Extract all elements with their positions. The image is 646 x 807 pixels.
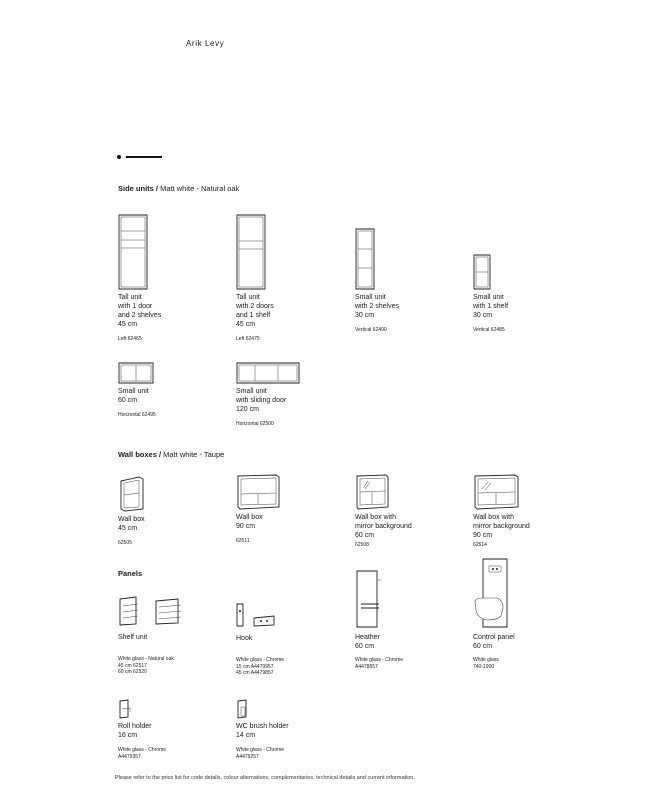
product-code: Vertical 62485 [473, 327, 505, 333]
panels-title: Panels [118, 569, 143, 578]
side-units-title: Side units / [118, 184, 159, 193]
product-code: 62505 [118, 540, 132, 546]
hook-drawing [236, 603, 278, 627]
small-unit-60-drawing [118, 362, 154, 384]
product-code: Horizontal 62500 [236, 421, 274, 427]
product-small-unit-1-shelf [473, 254, 583, 334]
product-roll-holder [118, 699, 228, 760]
wall-box-mirror-60-drawing [355, 474, 389, 510]
footer-note: Please refer to the price list for code details, colour alternatives, complementaries, technical details and current information. [115, 775, 415, 781]
product-code: Left 62465 [118, 336, 142, 342]
product-wall-box-90 [236, 474, 346, 545]
wall-box-45-drawing [118, 476, 144, 512]
product-control-panel [473, 558, 583, 670]
product-code: White glass - Natural oak 45 cm 62517 60 cm 62520 [118, 656, 174, 675]
product-name: Control panel 60 cm [473, 634, 515, 650]
small-unit-2-shelves-drawing [355, 228, 375, 290]
product-shelf-unit [118, 596, 228, 676]
section-bullet-dot [117, 155, 121, 159]
panels-heading [118, 569, 142, 578]
product-code: 62508 [355, 542, 369, 548]
product-name: Wall box with mirror background 90 cm [473, 514, 530, 539]
product-tall-unit-1-door [118, 214, 228, 343]
section-bullet-line [126, 156, 162, 158]
product-name: Small unit 60 cm [118, 388, 149, 404]
product-name: Wall box 45 cm [118, 516, 145, 532]
shelf-unit-drawing [118, 596, 184, 626]
product-name: Roll holder 16 cm [118, 723, 152, 739]
small-unit-sliding-door-drawing [236, 362, 300, 384]
product-wall-box-mirror-90 [473, 474, 583, 549]
product-code: 62514 [473, 542, 487, 548]
product-name: Wall box with mirror background 60 cm [355, 514, 412, 539]
product-tall-unit-2-doors [236, 214, 346, 343]
product-code: Left 62475 [236, 336, 260, 342]
control-panel-drawing [473, 558, 517, 628]
product-name: Shelf unit [118, 634, 148, 641]
wall-box-90-drawing [236, 474, 280, 510]
tall-unit-2-doors-drawing [236, 214, 266, 290]
wc-brush-holder-drawing [236, 699, 250, 719]
product-name: WC brush holder 14 cm [236, 723, 289, 739]
product-wall-box-mirror-60 [355, 474, 465, 549]
product-code: White glass - Chrome A4479357 [118, 747, 167, 760]
product-name: Small unit with sliding door 120 cm [236, 388, 287, 413]
tall-unit-1-door-drawing [118, 214, 148, 290]
product-small-unit-sliding-door [236, 362, 346, 428]
heather-drawing [355, 570, 383, 628]
product-heather [355, 570, 465, 670]
product-name: Wall box 90 cm [236, 514, 263, 530]
product-small-unit-2-shelves [355, 228, 465, 334]
product-name: Tall unit with 2 doors and 1 shelf 45 cm [236, 294, 274, 328]
product-code: White glass - Chrome A4479257 [236, 747, 285, 760]
product-wc-brush-holder [236, 699, 346, 760]
product-name: Small unit with 2 shelves 30 cm [355, 294, 399, 319]
product-name: Tall unit with 1 door and 2 shelves 45 cm [118, 294, 162, 328]
product-name: Small unit with 1 shelf 30 cm [473, 294, 509, 319]
designer-name: Arik Levy [186, 39, 225, 48]
wall-boxes-heading [118, 450, 224, 459]
product-code: White glass - Chrome A4478657 [355, 657, 404, 670]
wall-boxes-subtitle: Matt white - Taupe [161, 450, 225, 459]
product-code: Vertical 62490 [355, 327, 387, 333]
product-name: Hook [236, 635, 253, 642]
product-code: White glass - Chrome 15 cm A4479957 45 cm A4479857 [236, 657, 285, 676]
product-code: 62511 [236, 538, 250, 544]
wall-boxes-title: Wall boxes / [118, 450, 162, 459]
product-code: Horizontal 62495 [118, 412, 156, 418]
side-units-heading [118, 184, 239, 193]
product-wall-box-45 [118, 476, 228, 547]
small-unit-1-shelf-drawing [473, 254, 491, 290]
product-hook [236, 603, 346, 677]
product-code: White glass 740-1900 [473, 657, 499, 670]
product-small-unit-60 [118, 362, 228, 419]
wall-box-mirror-90-drawing [473, 474, 519, 510]
roll-holder-drawing [118, 699, 132, 719]
side-units-subtitle: Matt white - Natural oak [158, 184, 240, 193]
product-name: Heather 60 cm [355, 634, 380, 650]
